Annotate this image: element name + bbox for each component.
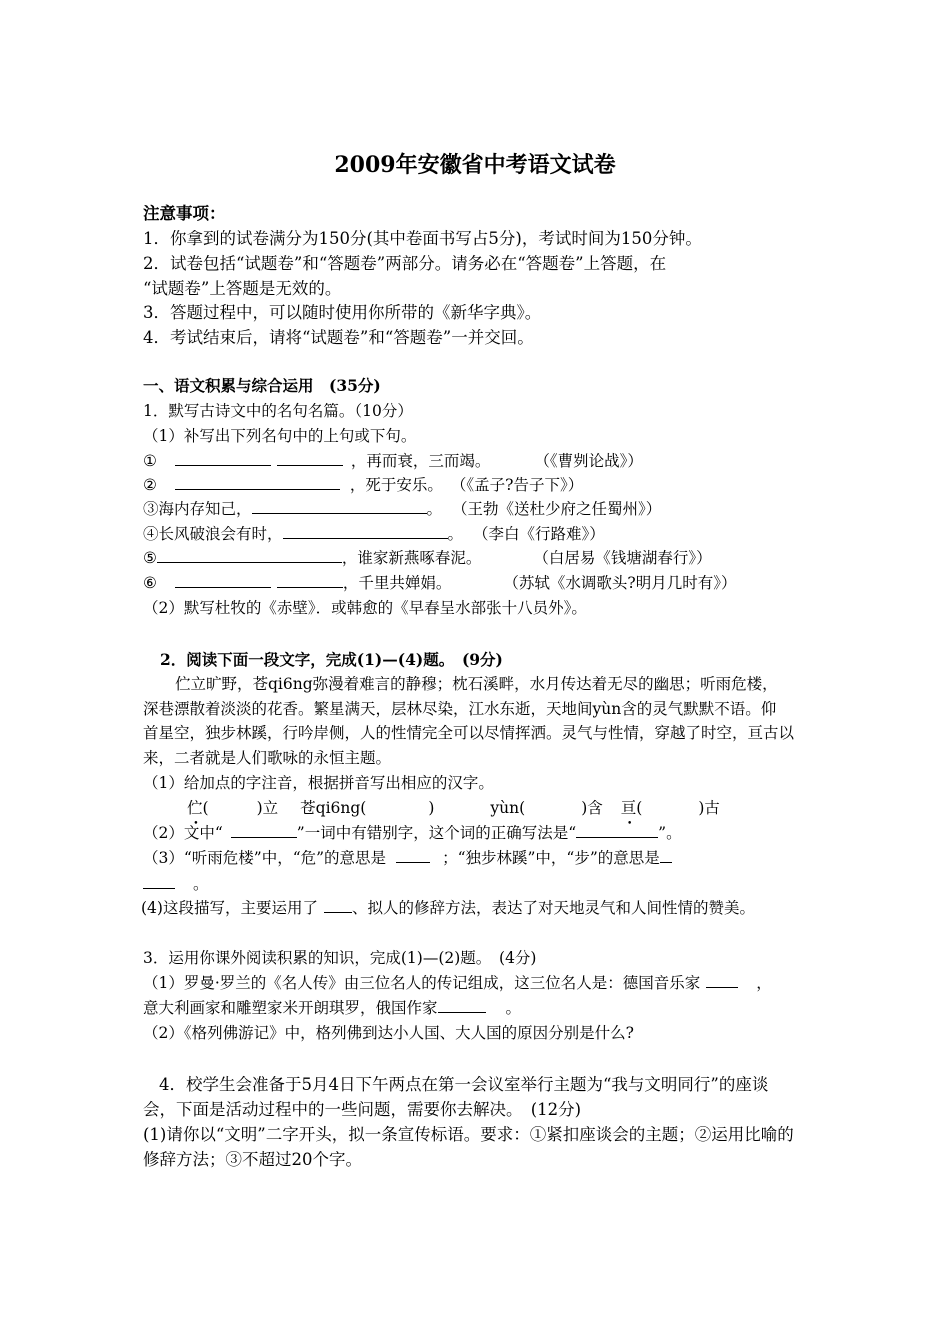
q4-sub1-cont: 修辞方法；③不超过20个字。 [143, 1150, 362, 1169]
paren-close: ) [428, 799, 435, 817]
note-item: “试题卷”上答题是无效的。 [143, 279, 342, 298]
answer-blank[interactable] [231, 822, 297, 838]
item-text: )古 [698, 799, 720, 817]
item-source: （《曹刿论战》） [534, 452, 643, 470]
item-source: （苏轼《水调歌头?明月几时有》） [503, 574, 737, 592]
note-item: 1．你拿到的试卷满分为150分(其中卷面书写占5分)，考试时间为150分钟。 [143, 229, 702, 248]
q2-sub2 [143, 822, 682, 844]
q4-stem-cont: 会，下面是活动过程中的一些问题，需要你去解决。 (12分) [143, 1100, 582, 1119]
q1-part2: （2）默写杜牧的《赤壁》．或韩愈的《早春呈水部张十八员外》。 [143, 599, 587, 617]
note-item: 4．考试结束后，请将“试题卷”和“答题卷”一并交回。 [143, 328, 534, 347]
paren-open: ( [202, 799, 209, 817]
item-prefix: 长风破浪会有时， [158, 525, 283, 543]
q3-stem: 3．运用你课外阅读积累的知识，完成(1)—(2)题。 (4分) [143, 949, 537, 967]
q1-item-4 [143, 523, 605, 545]
q1-item-6 [143, 572, 736, 594]
item-number: ⑥ [143, 574, 157, 592]
answer-blank[interactable] [157, 547, 342, 563]
q2-passage-line: 深巷漂散着淡淡的花香。繁星满天，层林尽染，江水东逝，天地间yùn含的灵气默默不语。仰 [143, 700, 777, 718]
answer-blank[interactable] [660, 847, 672, 863]
item-number: ⑤ [143, 549, 157, 567]
q2-sub2-text: ”一词中有错别字，这个词的正确写法是“ [296, 824, 577, 842]
q1-item-1 [143, 450, 643, 472]
answer-blank[interactable] [277, 572, 343, 588]
q4-sub1: (1)请你以“文明”二字开头，拟一条宣传标语。要求：①紧扣座谈会的主题；②运用比喻的 [143, 1125, 794, 1144]
item-prefix: 海内存知己， [158, 500, 252, 518]
item-text: ，谁家新燕啄春泥。 [341, 549, 482, 567]
q1-item-3 [143, 498, 661, 520]
answer-blank[interactable] [324, 897, 352, 913]
notes-heading: 注意事项： [143, 204, 226, 223]
q4-stem: 4．校学生会准备于5月4日下午两点在第一会议室举行主题为“我与文明同行”的座谈 [159, 1075, 769, 1094]
q2-stem: 2．阅读下面一段文字，完成(1)—(4)题。 (9分) [160, 650, 503, 669]
item-text: 。 [426, 500, 443, 518]
answer-blank[interactable] [706, 972, 738, 988]
q2-passage-line: 伫立旷野，苍qi6ng弥漫着难言的静穆；枕石溪畔，水月传达着无尽的幽思；听雨危楼， [175, 675, 778, 693]
dotted-char: 亘 [620, 799, 637, 817]
q3-sub1-text: 意大利画家和雕塑家米开朗琪罗，俄国作家 [143, 999, 438, 1017]
item-source: （王勃《送杜少府之任蜀州》） [452, 500, 662, 518]
item-number: ③ [143, 500, 159, 518]
item-text: )含 [581, 799, 603, 817]
q2-sub4 [141, 897, 755, 919]
q1-stem: 1．默写古诗文中的名句名篇。（10分） [143, 402, 413, 420]
item-number: ① [143, 452, 157, 470]
answer-blank[interactable] [252, 498, 427, 514]
q1-item-5 [143, 547, 712, 569]
item-number: ② [143, 476, 157, 494]
answer-blank[interactable] [438, 997, 486, 1013]
q2-sub3-cont [143, 873, 209, 895]
q2-sub2-text: （2）文中“ [143, 824, 223, 842]
item-text: ，死于安乐。 [349, 476, 443, 494]
item-text: 苍qi6ng( [300, 799, 367, 817]
q3-sub1-text: （1）罗曼·罗兰的《名人传》由三位名人的传记组成，这三位名人是：德国音乐家 [143, 974, 701, 992]
q3-sub1-text: 。 [505, 999, 522, 1017]
answer-blank[interactable] [175, 572, 271, 588]
answer-blank[interactable] [175, 474, 340, 490]
q3-sub2: （2）《格列佛游记》中，格列佛到达小人国、大人国的原因分别是什么? [143, 1024, 634, 1042]
q2-sub3-text: 。 [193, 875, 209, 893]
q2-sub1: （1）给加点的字注音，根据拼音写出相应的汉字。 [143, 774, 494, 792]
note-item: 2．试卷包括“试题卷”和“答题卷”两部分。请务必在“答题卷”上答题，在 [143, 254, 667, 273]
q3-sub1-cont [143, 997, 521, 1019]
page-title: 2009年安徽省中考语文试卷 [334, 152, 616, 178]
q1-item-2 [143, 474, 583, 496]
answer-blank[interactable] [283, 523, 448, 539]
answer-blank[interactable] [175, 450, 271, 466]
q2-sub1-items [187, 797, 720, 819]
q2-sub4-text: 、拟人的修辞方法，表达了对天地灵气和人间性情的赞美。 [351, 899, 755, 917]
q2-sub3 [143, 847, 672, 869]
dotted-char: 伫 [187, 799, 203, 817]
item-source: （白居易《钱塘湖春行》） [533, 549, 712, 567]
item-text: ，千里共婵娟。 [342, 574, 452, 592]
item-text: yùn( [490, 799, 526, 817]
paren-open: ( [636, 799, 643, 817]
q2-sub2-text: ”。 [658, 824, 682, 842]
q3-sub1 [143, 972, 772, 994]
answer-blank[interactable] [576, 822, 658, 838]
note-item: 3．答题过程中，可以随时使用你所带的《新华字典》。 [143, 303, 542, 322]
answer-blank[interactable] [396, 847, 430, 863]
q2-sub3-text: （3）“听雨危楼”中，“危”的意思是 [143, 849, 387, 867]
item-text: 。 [447, 525, 464, 543]
q2-passage-line: 首星空，独步林蹊，行吟岸侧，人的性情完全可以尽情挥洒。灵气与性情，穿越了时空，亘古以 [143, 724, 795, 742]
q2-sub3-text: ；“独步林蹊”中，“步”的意思是 [442, 849, 660, 867]
q2-passage-line: 来，二者就是人们歌咏的永恒主题。 [143, 749, 392, 767]
q1-part1: （1）补写出下列名句中的上句或下句。 [143, 427, 417, 445]
q2-sub4-text: (4)这段描写，主要运用了 [141, 899, 318, 917]
answer-blank[interactable] [143, 873, 175, 889]
item-text: ，再而衰，三而竭。 [350, 452, 491, 470]
item-text: )立 [256, 799, 279, 817]
item-source: （李白《行路难》） [473, 525, 605, 543]
q3-sub1-text: ， [756, 974, 772, 992]
item-source: （《孟子?告子下》） [450, 476, 584, 494]
item-number: ④ [143, 525, 159, 543]
section-heading: 一、语文积累与综合运用 (35分) [143, 376, 381, 395]
answer-blank[interactable] [277, 450, 343, 466]
